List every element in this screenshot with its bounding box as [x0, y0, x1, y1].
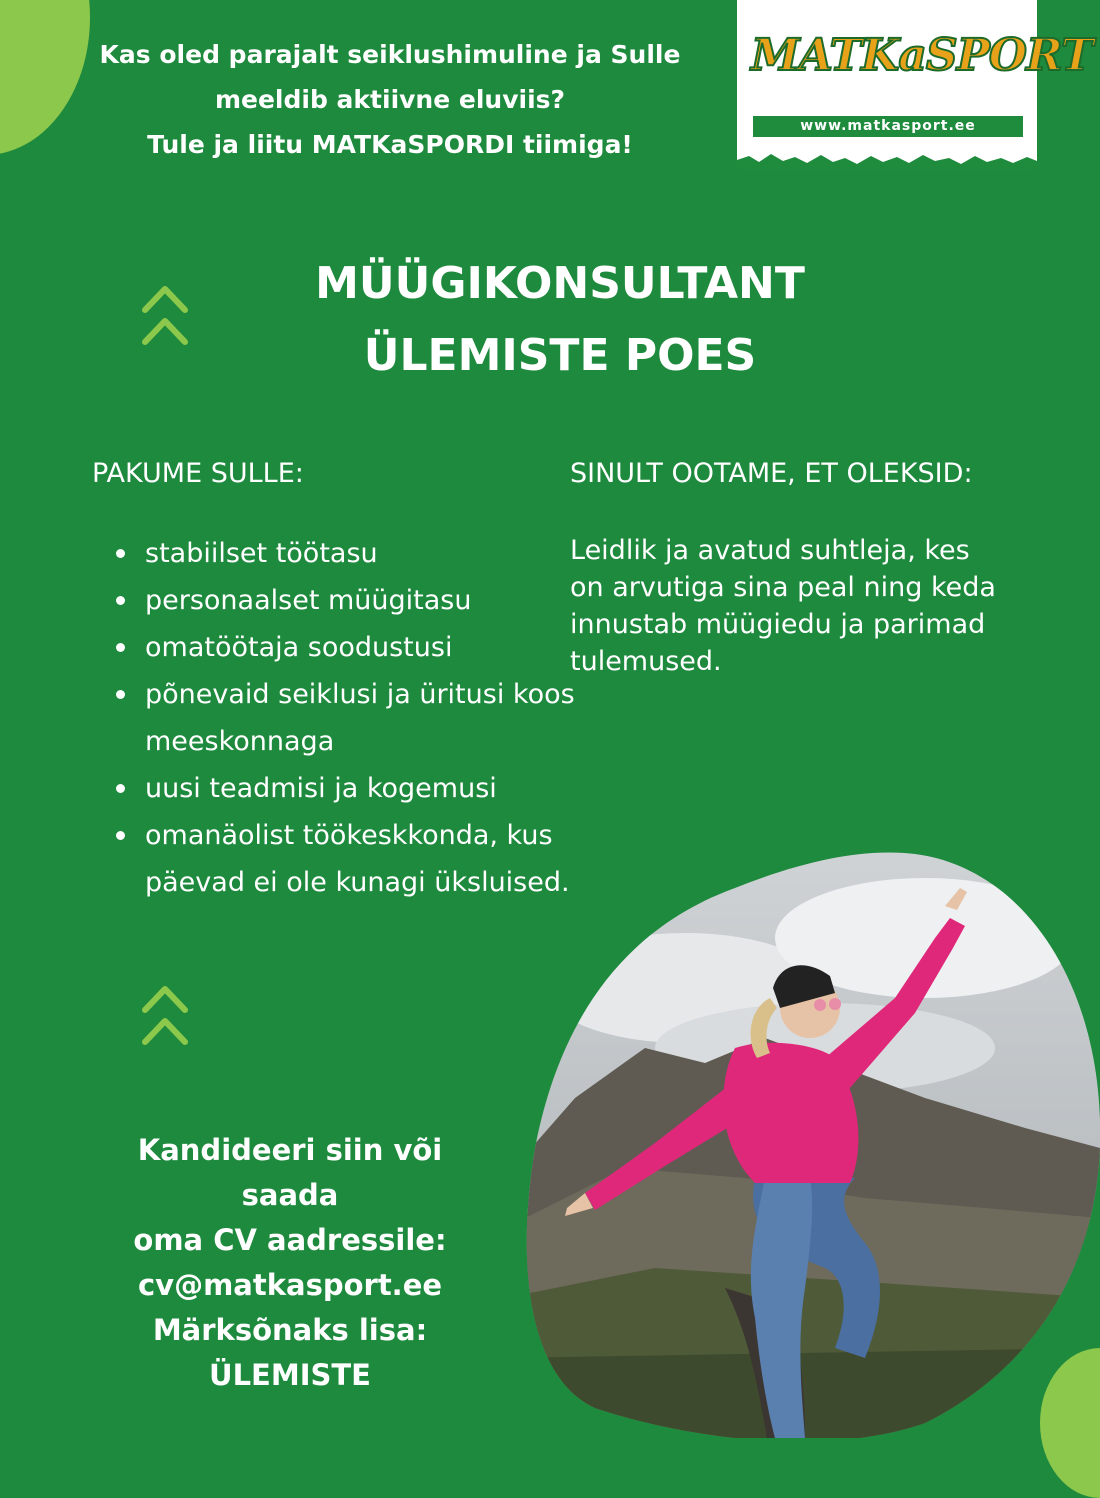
apply-line-4: Märksõnaks lisa: — [152, 1313, 428, 1347]
list-item: stabiilset töötasu — [112, 530, 602, 577]
job-title-line-1: MÜÜGIKONSULTANT — [315, 258, 805, 309]
double-chevron-up-icon — [140, 980, 190, 1050]
logo-wordmark: MATKaSPORT — [751, 30, 1093, 81]
intro-line-3: Tule ja liitu MATKaSPORDI tiimiga! — [147, 130, 633, 159]
list-item: põnevaid seiklusi ja üritusi koos meeskonnaga — [112, 671, 602, 765]
hiker-photo — [505, 848, 1100, 1438]
apply-instructions — [90, 1128, 490, 1398]
apply-line-1: Kandideeri siin või saada — [137, 1133, 443, 1212]
job-title-line-2: ÜLEMISTE POES — [363, 330, 757, 381]
list-item: uusi teadmisi ja kogemusi — [112, 765, 602, 812]
expectations-heading: SINULT OOTAME, ET OLEKSID: — [570, 458, 973, 489]
apply-line-2: oma CV aadressile: — [133, 1223, 447, 1257]
logo-mountain-strip — [737, 150, 1037, 170]
intro-text — [90, 32, 690, 167]
double-chevron-up-icon — [140, 280, 190, 350]
job-title — [260, 248, 860, 392]
apply-keyword: ÜLEMISTE — [209, 1358, 371, 1392]
expectations-text: Leidlik ja avatud suhtleja, kes on arvutiga sina peal ning keda innustab müügiedu ja parimad tulemused. — [570, 535, 996, 677]
intro-line-2: meeldib aktiivne eluviis? — [214, 85, 566, 114]
logo-url: www.matkasport.ee — [753, 116, 1023, 137]
matkasport-logo[interactable] — [737, 0, 1093, 168]
offers-heading: PAKUME SULLE: — [92, 458, 304, 489]
list-item: omanäolist töökeskkonda, kus päevad ei ole kunagi üksluised. — [112, 812, 602, 906]
list-item: personaalset müügitasu — [112, 577, 602, 624]
apply-email-link[interactable]: cv@matkasport.ee — [137, 1268, 443, 1302]
list-item: omatöötaja soodustusi — [112, 624, 602, 671]
intro-line-1: Kas oled parajalt seiklushimuline ja Sulle — [99, 40, 681, 69]
corner-decoration-top-left — [0, 0, 90, 155]
